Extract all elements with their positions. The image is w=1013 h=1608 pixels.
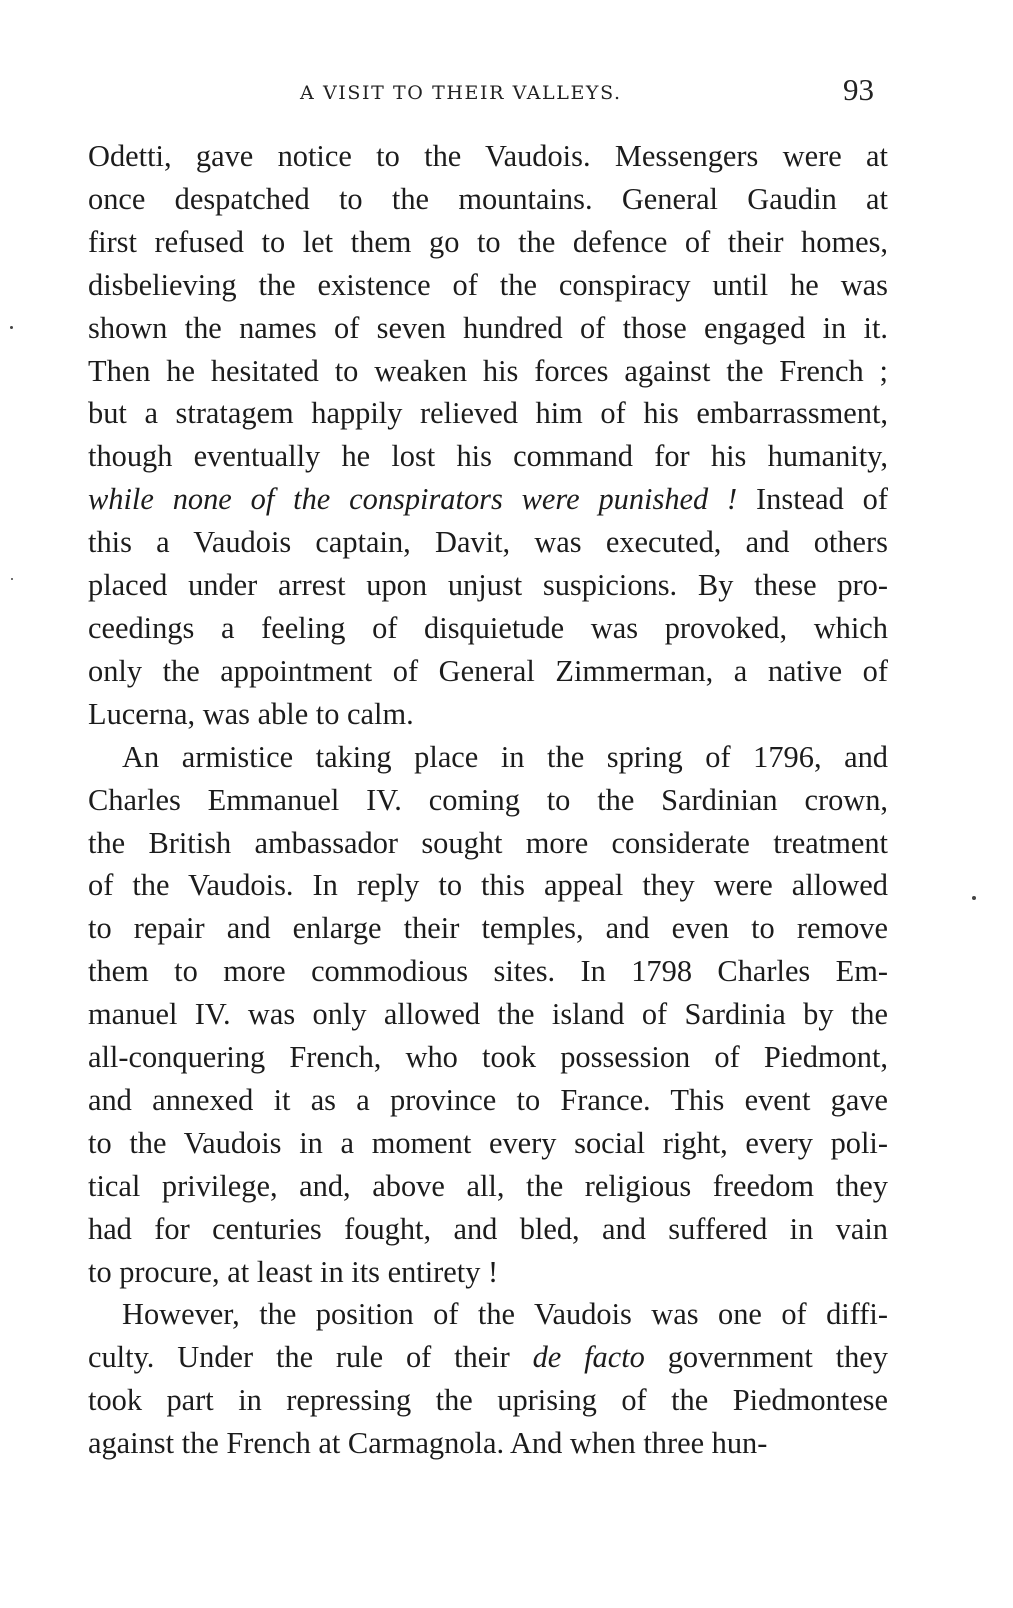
text-line <box>88 864 888 907</box>
text-segment: of the Vaudois. In reply to this appeal they were allowed <box>88 868 888 903</box>
text-segment: to procure, at least in its entirety ! <box>88 1254 499 1289</box>
text-line <box>88 392 888 435</box>
text-line <box>88 135 888 178</box>
italic-segment: de facto <box>532 1340 645 1375</box>
text-line <box>88 1422 888 1465</box>
running-title: A VISIT TO THEIR VALLEYS. <box>300 82 622 104</box>
text-segment: shown the names of seven hundred of those engaged in it. <box>88 310 888 345</box>
text-line <box>88 478 888 521</box>
text-segment: all-conquering French, who took possession of Piedmont, <box>88 1040 888 1075</box>
text-segment: disbelieving the existence of the conspiracy until he was <box>88 267 888 302</box>
text-segment: them to more commodious sites. In 1798 Charles Em- <box>88 954 888 989</box>
paragraph <box>88 736 888 1294</box>
text-segment: once despatched to the mountains. General Gaudin at <box>88 181 888 216</box>
text-segment: Odetti, gave notice to the Vaudois. Messengers were at <box>88 139 888 173</box>
text-segment: tical privilege, and, above all, the religious freedom they <box>88 1168 888 1203</box>
text-line <box>88 1122 888 1165</box>
text-segment: the British ambassador sought more considerate treatment <box>88 825 888 860</box>
page-number: 93 <box>843 72 874 107</box>
paragraph <box>88 135 888 736</box>
text-line <box>88 264 888 307</box>
text-line <box>88 564 888 607</box>
text-line <box>88 650 888 693</box>
text-segment: Charles Emmanuel IV. coming to the Sardinian crown, <box>88 782 888 817</box>
running-header <box>0 72 1013 112</box>
text-segment: placed under arrest upon unjust suspicions. By these pro- <box>88 568 888 603</box>
text-line <box>88 178 888 221</box>
text-line <box>88 350 888 393</box>
text-segment: Instead of <box>737 482 888 517</box>
text-segment: though eventually he lost his command for his humanity, <box>88 439 888 474</box>
text-segment: against the French at Carmagnola. And when three hun- <box>88 1426 768 1461</box>
text-line <box>88 1293 888 1336</box>
text-segment: this a Vaudois captain, Davit, was executed, and others <box>88 525 888 560</box>
text-segment: government they <box>644 1340 888 1375</box>
body-text <box>88 135 888 1465</box>
text-line <box>88 1036 888 1079</box>
margin-speck <box>11 578 13 580</box>
text-line <box>88 607 888 650</box>
text-line <box>88 1379 888 1422</box>
text-line <box>88 779 888 822</box>
text-line <box>88 950 888 993</box>
text-segment: An armistice taking place in the spring of 1796, and <box>122 739 888 774</box>
text-segment: manuel IV. was only allowed the island of Sardinia by the <box>88 997 888 1032</box>
text-segment: had for centuries fought, and bled, and suffered in vain <box>88 1211 888 1246</box>
text-segment: but a stratagem happily relieved him of his embarrassment, <box>88 396 888 431</box>
text-segment: only the appointment of General Zimmerman, a native of <box>88 653 888 688</box>
text-line <box>88 521 888 564</box>
text-segment: ceedings a feeling of disquietude was provoked, which <box>88 610 888 645</box>
text-line <box>88 1208 888 1251</box>
text-segment: and annexed it as a province to France. This event gave <box>88 1082 888 1117</box>
text-segment: to repair and enlarge their temples, and even to remove <box>88 911 888 946</box>
text-segment: culty. Under the rule of their <box>88 1340 533 1375</box>
text-segment: Lucerna, was able to calm. <box>88 696 414 731</box>
text-line <box>88 435 888 478</box>
text-line <box>88 1336 888 1379</box>
text-line <box>88 1251 888 1294</box>
text-segment: However, the position of the Vaudois was one of diffi- <box>122 1297 888 1332</box>
text-line <box>88 822 888 865</box>
text-line <box>88 1079 888 1122</box>
text-segment: first refused to let them go to the defence of their homes, <box>88 224 888 259</box>
text-line <box>88 307 888 350</box>
margin-speck <box>10 326 13 329</box>
margin-speck <box>972 896 976 900</box>
text-line <box>88 693 888 736</box>
text-segment: took part in repressing the uprising of the Piedmontese <box>88 1383 888 1418</box>
text-line <box>88 993 888 1036</box>
italic-segment: while none of the conspirators were punished ! <box>88 482 738 517</box>
text-segment: Then he hesitated to weaken his forces against the French ; <box>88 353 888 388</box>
text-line <box>88 736 888 779</box>
text-line <box>88 221 888 264</box>
text-line <box>88 1165 888 1208</box>
paragraph <box>88 1293 888 1465</box>
text-line <box>88 907 888 950</box>
text-segment: to the Vaudois in a moment every social right, every poli- <box>88 1125 888 1160</box>
